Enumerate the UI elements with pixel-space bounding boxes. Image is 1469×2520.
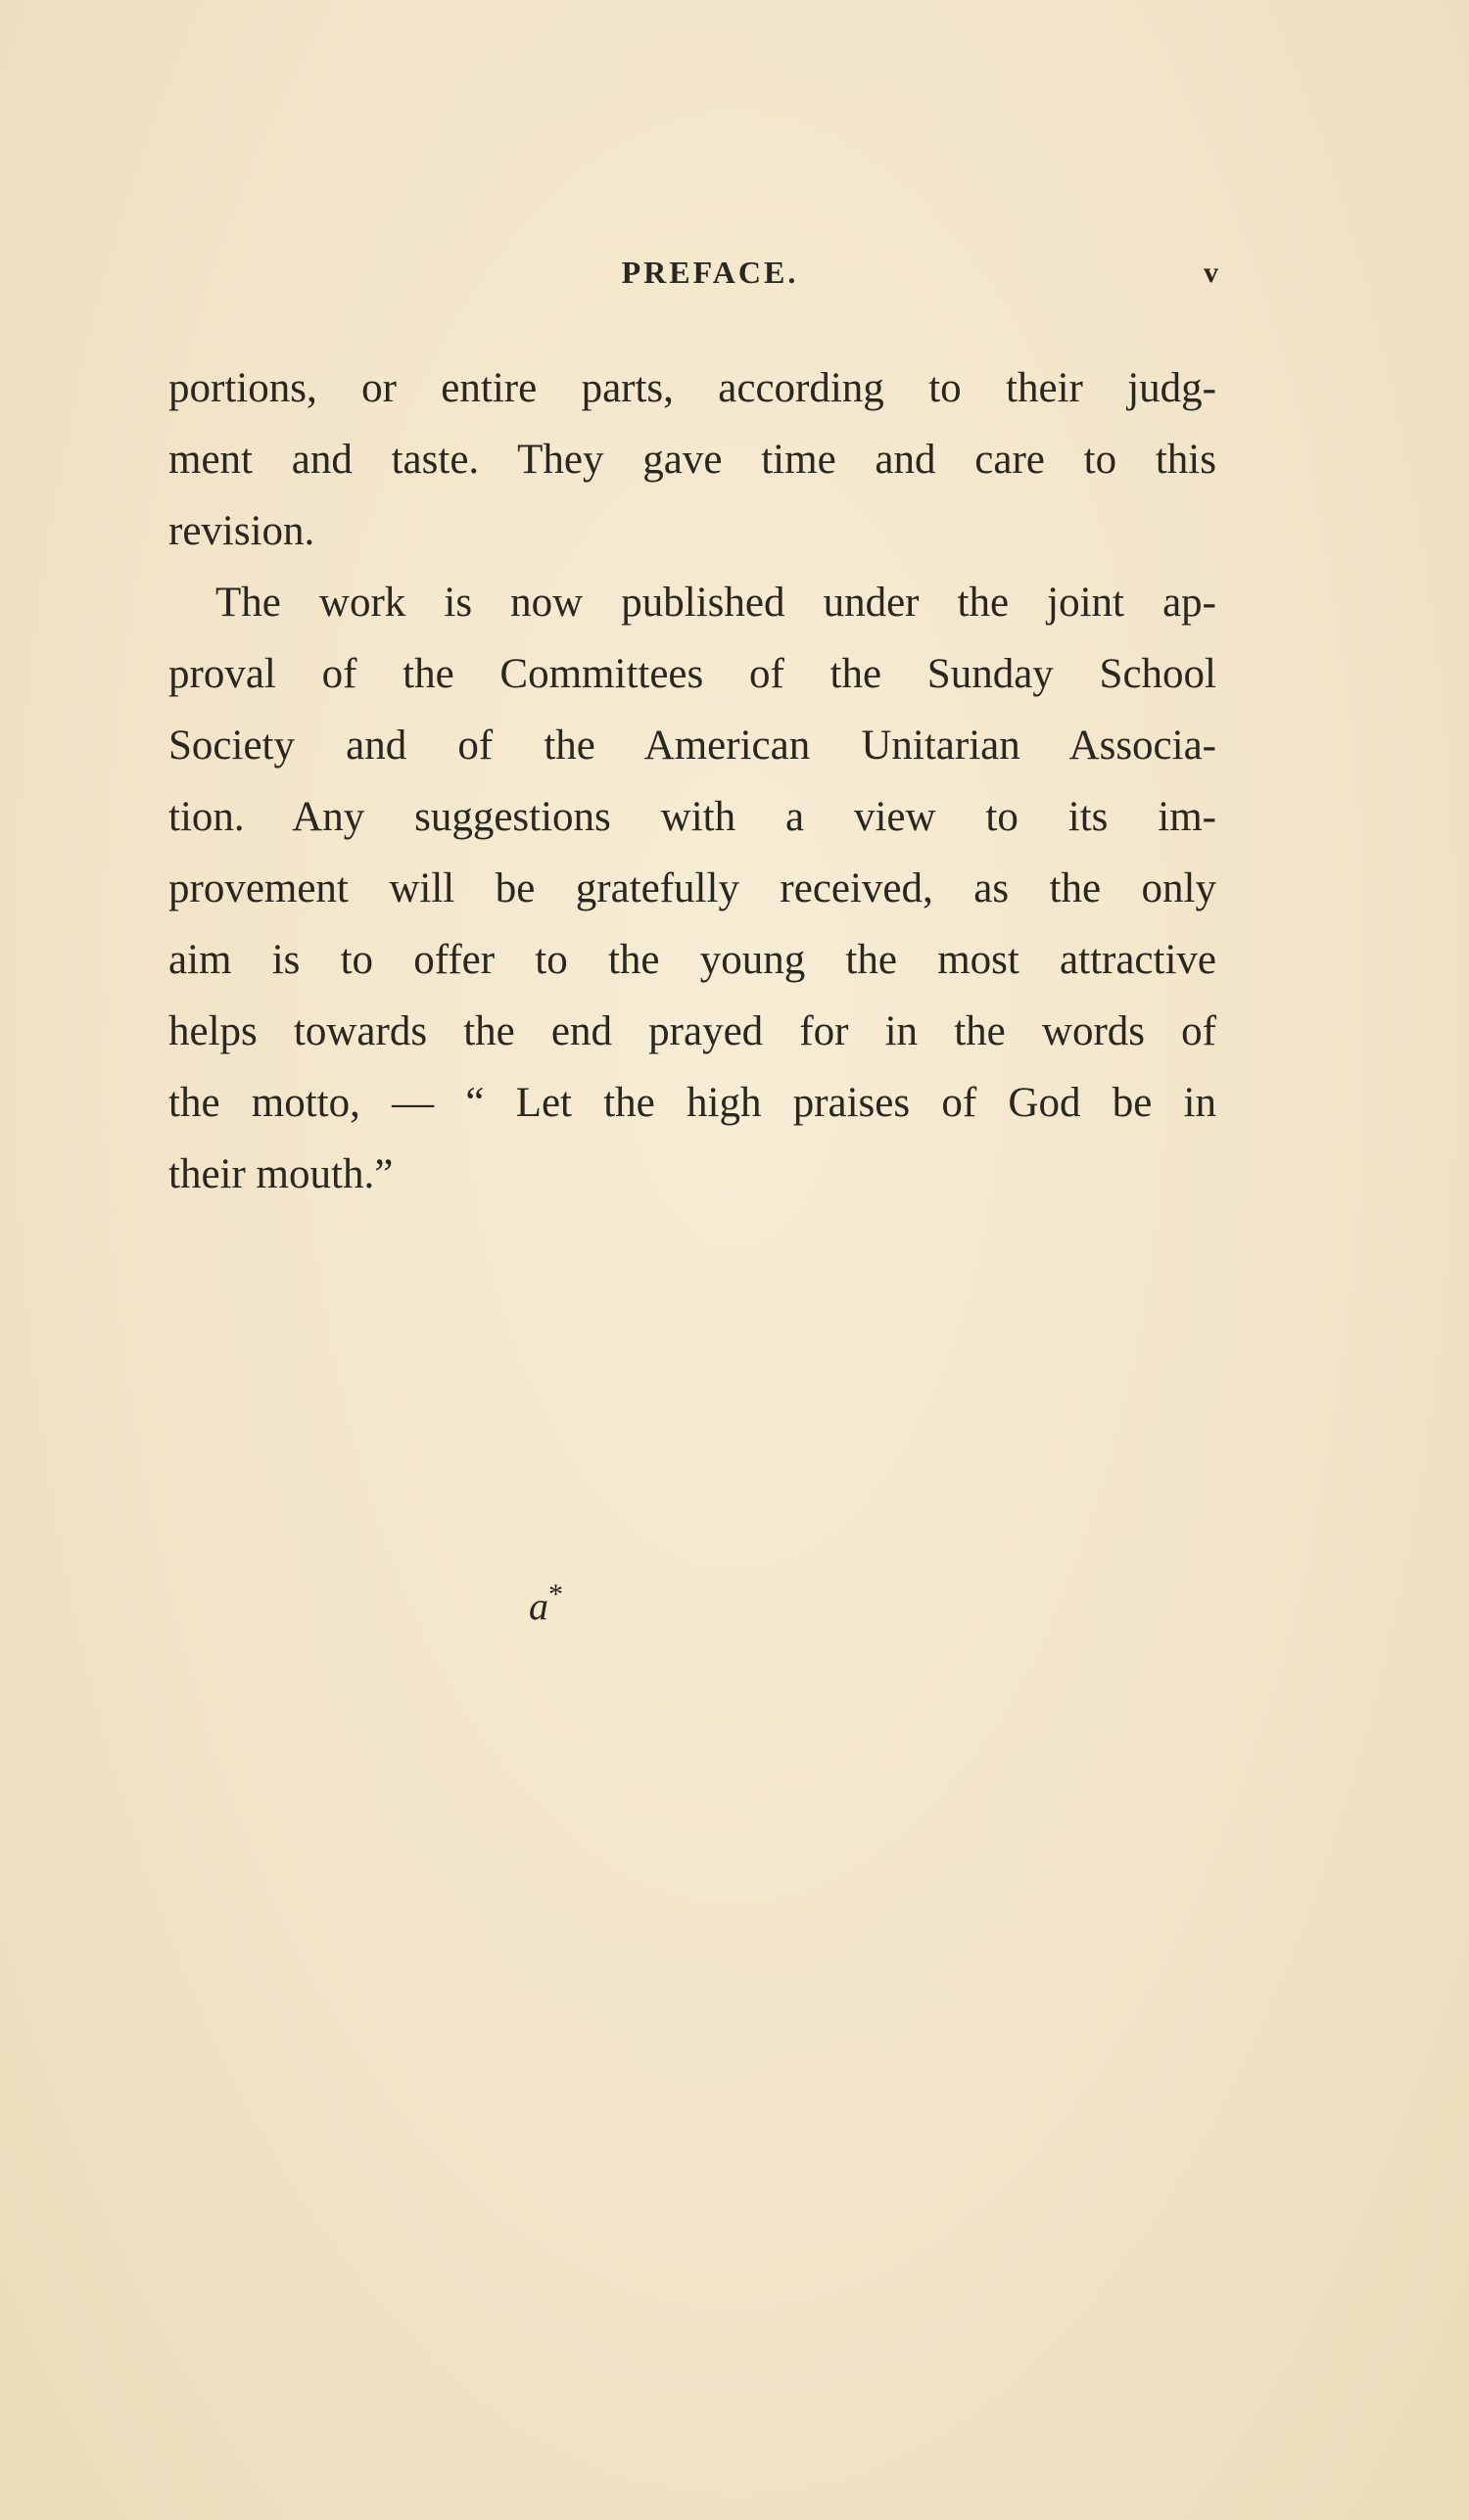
text-line: proval of the Committees of the Sunday School <box>168 651 1216 697</box>
running-title: PREFACE. <box>621 255 799 290</box>
paragraph-start-line: The work is now published under the joint ap- <box>215 580 1216 626</box>
text-line: helps towards the end prayed for in the words of <box>168 1008 1216 1054</box>
text-line: aim is to offer to the young the most attractive <box>168 937 1216 983</box>
text-line: Society and of the American Unitarian Associa- <box>168 723 1216 769</box>
signature-letter: a <box>529 1584 548 1628</box>
page-number: v <box>1204 257 1218 289</box>
signature-mark <box>529 1578 607 1629</box>
text-line: provement will be gratefully received, as the only <box>168 865 1216 911</box>
text-line: tion. Any suggestions with a view to its im- <box>168 794 1216 840</box>
asterisk-icon: * <box>548 1578 563 1610</box>
text-line: revision. <box>168 508 315 554</box>
text-line: the motto, — “ Let the high praises of God be in <box>168 1080 1216 1126</box>
text-line: ment and taste. They gave time and care to this <box>168 437 1216 483</box>
text-line: their mouth.” <box>168 1151 394 1197</box>
preface-text <box>168 352 1216 1210</box>
running-head <box>168 255 1218 300</box>
text-line: portions, or entire parts, according to their judg- <box>168 365 1216 411</box>
